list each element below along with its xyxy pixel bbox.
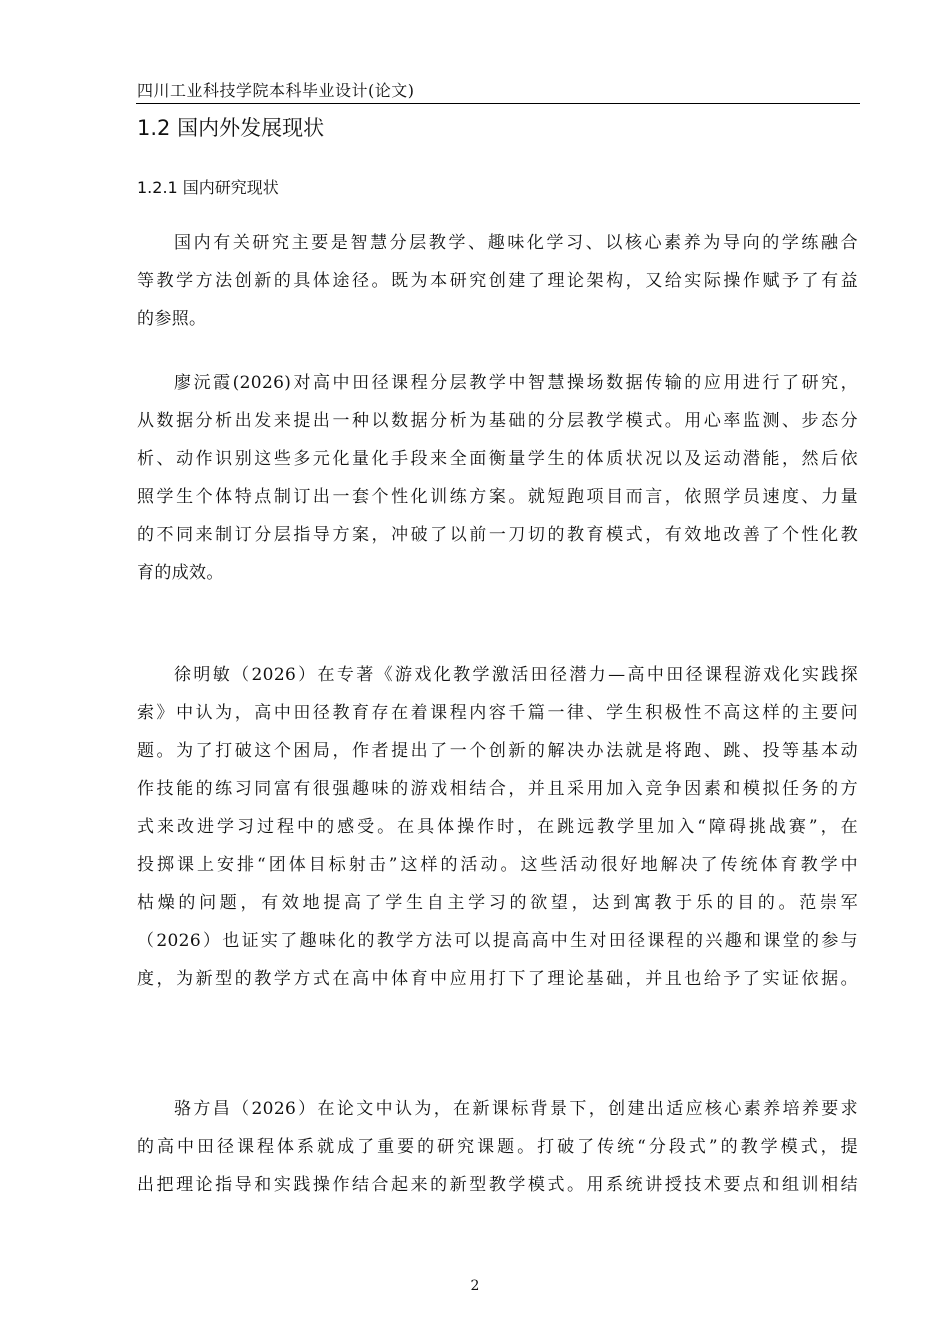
paragraph-xu-study bbox=[137, 656, 858, 998]
paragraph-line: 析、动作识别这些多元化量化手段来全面衡量学生的体质状况以及运动潜能，然后依 bbox=[137, 449, 858, 469]
paragraph-domestic-research-overview bbox=[137, 224, 858, 338]
paragraph-line: 骆方昌（2026）在论文中认为，在新课标背景下，创建出适应核心素养培养要求 bbox=[174, 1099, 858, 1119]
paragraph-line: 廖沅霞(2026)对高中田径课程分层教学中智慧操场数据传输的应用进行了研究， bbox=[174, 373, 858, 393]
paragraph-line: 出把理论指导和实践操作结合起来的新型教学模式。用系统讲授技术要点和组训相结 bbox=[137, 1175, 858, 1195]
section-title: 1.2 国内外发展现状 bbox=[137, 116, 325, 140]
paragraph-line: 度，为新型的教学方式在高中体育中应用打下了理论基础，并且也给予了实证依据。 bbox=[137, 969, 858, 989]
paragraph-line: 从数据分析出发来提出一种以数据分析为基础的分层教学模式。用心率监测、步态分 bbox=[137, 411, 858, 431]
paragraph-line: 枯燥的问题，有效地提高了学生自主学习的欲望，达到寓教于乐的目的。范崇军 bbox=[137, 893, 858, 913]
paragraph-line: 题。为了打破这个困局，作者提出了一个创新的解决办法就是将跑、跳、投等基本动 bbox=[137, 741, 858, 761]
paragraph-line: 投掷课上安排“团体目标射击”这样的活动。这些活动很好地解决了传统体育教学中 bbox=[137, 855, 858, 875]
paragraph-line: 作技能的练习同富有很强趣味的游戏相结合，并且采用加入竞争因素和模拟任务的方 bbox=[137, 779, 858, 799]
paragraph-line: 徐明敏（2026）在专著《游戏化教学激活田径潜力—高中田径课程游戏化实践探 bbox=[174, 665, 858, 685]
paragraph-line: 式来改进学习过程中的感受。在具体操作时，在跳远教学里加入“障碍挑战赛”，在 bbox=[137, 817, 858, 837]
paragraph-line: 索》中认为，高中田径教育存在着课程内容千篇一律、学生积极性不高这样的主要问 bbox=[137, 703, 858, 723]
paragraph-line: 的参照。 bbox=[137, 309, 207, 329]
paragraph-liao-study bbox=[137, 364, 858, 592]
paragraph-line: 照学生个体特点制订出一套个性化训练方案。就短跑项目而言，依照学员速度、力量 bbox=[137, 487, 858, 507]
paragraph-line: 国内有关研究主要是智慧分层教学、趣味化学习、以核心素养为导向的学练融合 bbox=[174, 233, 858, 253]
paragraph-line: 等教学方法创新的具体途径。既为本研究创建了理论架构，又给实际操作赋予了有益 bbox=[137, 271, 858, 291]
paragraph-luo-study bbox=[137, 1090, 858, 1204]
paragraph-line: 的不同来制订分层指导方案，冲破了以前一刀切的教育模式，有效地改善了个性化教 bbox=[137, 525, 858, 545]
page-number: 2 bbox=[470, 1278, 480, 1294]
paragraph-line: 育的成效。 bbox=[137, 563, 224, 583]
paragraph-line: 的高中田径课程体系就成了重要的研究课题。打破了传统“分段式”的教学模式，提 bbox=[137, 1137, 858, 1157]
paragraph-line: （2026）也证实了趣味化的教学方法可以提高高中生对田径课程的兴趣和课堂的参与 bbox=[137, 931, 858, 951]
header-divider bbox=[136, 103, 860, 104]
subsection-title: 1.2.1 国内研究现状 bbox=[137, 178, 279, 197]
thesis-header-title: 四川工业科技学院本科毕业设计(论文) bbox=[137, 81, 415, 100]
